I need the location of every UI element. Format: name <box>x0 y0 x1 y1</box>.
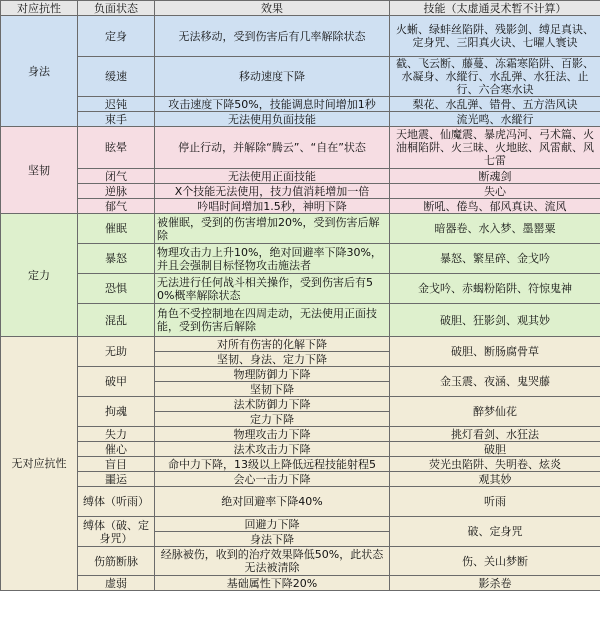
debuff-name: 缓速 <box>78 57 155 97</box>
debuff-effect: 角色不受控制地在四周走动，无法使用正面技能，受到伤害后解除 <box>155 304 390 337</box>
debuff-name: 催心 <box>78 442 155 457</box>
debuff-skills: 火蜥、绿蚌丝陷阱、残影剑、缚足真诀、定身咒、三阳真火诀、七曜人寰诀 <box>390 16 600 57</box>
debuff-skills: 天地震、仙魔震、暴虎冯河、弓术篇、火油桐陷阱、火三昧、火地眩、风雷献、风七雷 <box>390 127 600 169</box>
header-debuff: 负面状态 <box>78 1 155 16</box>
debuff-name: 催眠 <box>78 214 155 244</box>
debuff-effect: 攻击速度下降50%，技能调息时间增加1秒 <box>155 97 390 112</box>
table-row <box>1 547 600 576</box>
debuff-skills: 截、飞云断、藤蔓、冻霜寒陷阱、百影、水凝身、水縱行、水乱弹、水狂法、止行、六合寒水诀 <box>390 57 600 97</box>
table-row <box>1 97 600 112</box>
table-row <box>1 214 600 244</box>
debuff-skills: 观其妙 <box>390 472 600 487</box>
debuff-effect: 物理攻击力上升10%，绝对回避率下降30%，并且会强制目标怪物攻击施法者 <box>155 244 390 274</box>
debuff-effect: 身法下降 <box>155 532 390 547</box>
debuff-effect: 法术防御力下降 <box>155 397 390 412</box>
resistance-group-label: 定力 <box>1 214 78 337</box>
table-row <box>1 427 600 442</box>
debuff-effect: 被催眠，受到的伤害增加20%，受到伤害后解除 <box>155 214 390 244</box>
debuff-effect: 法术攻击力下降 <box>155 442 390 457</box>
table-row <box>1 457 600 472</box>
debuff-skills: 金玉震、夜涵、鬼哭藤 <box>390 367 600 397</box>
table-row <box>1 397 600 412</box>
debuff-effect: 停止行动，并解除“腾云”、“自在”状态 <box>155 127 390 169</box>
debuff-effect: 会心一击力下降 <box>155 472 390 487</box>
table-row <box>1 304 600 337</box>
table-row <box>1 184 600 199</box>
debuff-name: 缚体（破、定身咒） <box>78 517 155 547</box>
debuff-name: 缚体（听雨） <box>78 487 155 517</box>
debuff-effect: 无法使用负面技能 <box>155 112 390 127</box>
debuff-skills: 伤、关山梦断 <box>390 547 600 576</box>
debuff-skills: 挑灯看剑、水狂法 <box>390 427 600 442</box>
debuff-name: 暴怒 <box>78 244 155 274</box>
debuff-name: 定身 <box>78 16 155 57</box>
table-row <box>1 442 600 457</box>
table-row <box>1 16 600 57</box>
debuff-effect: 经脉被伤，收到的治疗效果降低50%，此状态无法被清除 <box>155 547 390 576</box>
debuff-name: 噩运 <box>78 472 155 487</box>
debuff-skills: 醉梦仙花 <box>390 397 600 427</box>
debuff-effect: 坚韧、身法、定力下降 <box>155 352 390 367</box>
debuff-skills: 流光鸣、水縱行 <box>390 112 600 127</box>
header-skills: 技能（太虚通灵术暂不计算） <box>390 1 600 16</box>
debuff-effect: 定力下降 <box>155 412 390 427</box>
debuff-effect: 物理防御力下降 <box>155 367 390 382</box>
debuff-skills: 金戈吟、赤蝎粉陷阱、符惊鬼神 <box>390 274 600 304</box>
table-row <box>1 367 600 382</box>
debuff-skills: 暴怒、繁星碎、金戈吟 <box>390 244 600 274</box>
debuff-skills: 影杀卷 <box>390 576 600 591</box>
header-effect: 效果 <box>155 1 390 16</box>
table-row <box>1 169 600 184</box>
debuff-skills: 断魂剑 <box>390 169 600 184</box>
debuff-skills: 梨花、水乱弹、错骨、五方浩风诀 <box>390 97 600 112</box>
debuff-effect: X个技能无法使用，技力值消耗增加一倍 <box>155 184 390 199</box>
debuff-effect: 基础属性下降20% <box>155 576 390 591</box>
debuff-name: 虚弱 <box>78 576 155 591</box>
debuff-skills: 听雨 <box>390 487 600 517</box>
debuff-name: 郁气 <box>78 199 155 214</box>
debuff-skills: 破胆 <box>390 442 600 457</box>
debuff-name: 眩晕 <box>78 127 155 169</box>
debuff-skills: 暗器卷、水入梦、墨罂粟 <box>390 214 600 244</box>
table-row <box>1 487 600 517</box>
debuff-effect: 无法进行任何战斗相关操作，受到伤害后有50%概率解除状态 <box>155 274 390 304</box>
debuff-effect: 物理攻击力下降 <box>155 427 390 442</box>
debuff-name: 拘魂 <box>78 397 155 427</box>
debuff-effect: 回避力下降 <box>155 517 390 532</box>
debuff-name: 失力 <box>78 427 155 442</box>
debuff-effect: 移动速度下降 <box>155 57 390 97</box>
debuff-name: 闭气 <box>78 169 155 184</box>
table-row <box>1 337 600 352</box>
header-row <box>1 1 600 16</box>
debuff-skills: 失心 <box>390 184 600 199</box>
debuff-name: 迟钝 <box>78 97 155 112</box>
table-row <box>1 274 600 304</box>
debuff-effect: 无法移动，受到伤害后有几率解除状态 <box>155 16 390 57</box>
resistance-group-label: 无对应抗性 <box>1 337 78 591</box>
table-row <box>1 112 600 127</box>
debuff-skills: 破胆、断肠腐骨草 <box>390 337 600 367</box>
table-row <box>1 517 600 532</box>
debuff-effect: 坚韧下降 <box>155 382 390 397</box>
debuff-name: 束手 <box>78 112 155 127</box>
debuff-effect: 对所有伤害的化解下降 <box>155 337 390 352</box>
table-row <box>1 199 600 214</box>
debuff-name: 恐惧 <box>78 274 155 304</box>
debuff-effect: 命中力下降，13级以上降低远程技能射程5 <box>155 457 390 472</box>
debuff-name: 伤筋断脉 <box>78 547 155 576</box>
table-row <box>1 576 600 591</box>
table-row <box>1 472 600 487</box>
table-row <box>1 244 600 274</box>
debuff-skills: 荧光虫陷阱、失明卷、炫炎 <box>390 457 600 472</box>
table-row <box>1 57 600 97</box>
resistance-group-label: 坚韧 <box>1 127 78 214</box>
debuff-name: 无助 <box>78 337 155 367</box>
debuff-effect: 吟唱时间增加1.5秒，神明下降 <box>155 199 390 214</box>
debuff-name: 盲目 <box>78 457 155 472</box>
debuff-name: 逆脉 <box>78 184 155 199</box>
debuff-effect: 无法使用正面技能 <box>155 169 390 184</box>
debuff-name: 破甲 <box>78 367 155 397</box>
debuff-skills: 破、定身咒 <box>390 517 600 547</box>
debuff-skills: 断吼、倦鸟、郁风真诀、流风 <box>390 199 600 214</box>
debuff-name: 混乱 <box>78 304 155 337</box>
header-resistance: 对应抗性 <box>1 1 78 16</box>
resistance-group-label: 身法 <box>1 16 78 127</box>
table-row <box>1 127 600 169</box>
debuff-effect: 绝对回避率下降40% <box>155 487 390 517</box>
debuff-skills: 破胆、狂影剑、观其妙 <box>390 304 600 337</box>
